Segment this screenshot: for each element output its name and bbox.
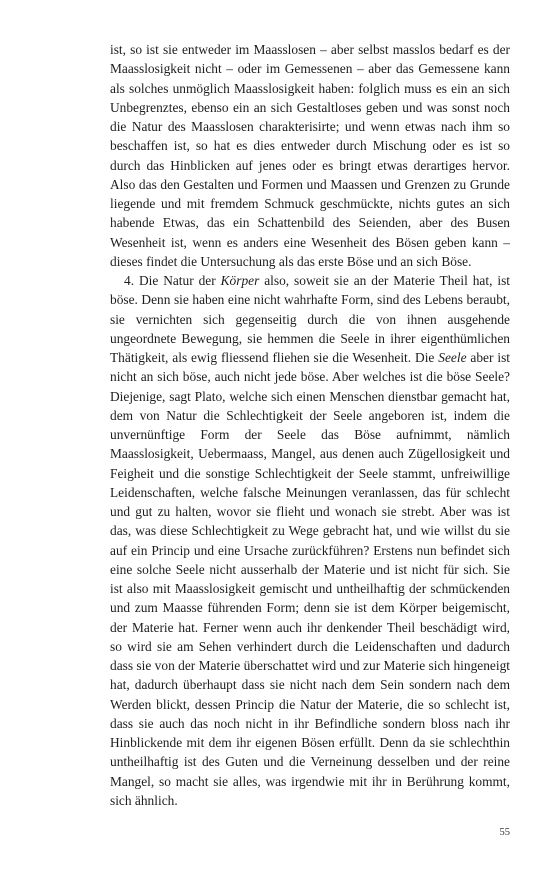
paragraph-continuation (110, 40, 510, 271)
body-text (110, 40, 510, 810)
paragraph-section-4 (110, 271, 510, 810)
text-segment: ist, so ist sie entweder im Maasslosen – aber selbst masslos bedarf es der Maasslosigkeit nicht – oder im Gemessenen – aber das Gemessene kann als solches unmöglich Maasslosigkeit haben: folglich muss es ein an sich Unbegrenztes, ebenso ein an sich Gestaltloses geben und was sonst noch die Natur des Maasslosen charakterisirte; und wenn etwas nach ihm so beschaffen ist, so hat es dies entweder durch Mischung oder es ist so durch das Hinblicken auf jenes oder es bringt etwas derartiges hervor. Also das den Gestalten und Formen und Maassen und Grenzen zu Grunde liegende und mit fremdem Schmuck geschmückte, nichts gutes an sich habende Etwas, das ein Schattenbild des Seienden, aber des Busen Wesenheit ist, wenn es anders eine Wesenheit des Bösen geben kann – dieses findet die Untersuchung als das erste Böse und an sich Böse. (110, 42, 510, 269)
emphasis-koerper: Körper (220, 273, 260, 288)
text-segment: 4. Die Natur der (124, 273, 221, 288)
emphasis-seele: Seele (438, 350, 467, 365)
book-page (110, 40, 510, 840)
text-segment: also, soweit sie an der Materie Theil hat, ist böse. Denn sie haben eine nicht wahrhafte Form, sind des Lebens beraubt, sie vernichten sich gegenseitig durch die von ihnen ausgehende ungeordnete Bewegung, sie hemmen die Seele in ihrer eigenthümlichen Thätigkeit, als ewig fliessend fliehen sie die Wesenheit. Die (110, 273, 510, 365)
text-segment: aber ist nicht an sich böse, auch nicht jede böse. Aber welches ist die böse Seele? Diejenige, sagt Plato, welche sich einen Menschen dienstbar gemacht hat, dem von Natur die Schlechtigkeit der Seele angeboren ist, indem die unvernünftige Form der Seele das Böse aufnimmt, nämlich Maasslosigkeit, Uebermaass, Mangel, aus denen auch Zügellosigkeit und Feigheit und die sonstige Schlechtigkeit der Seele stammt, unfreiwillige Leidenschaften, welche falsche Meinungen veranlassen, das für schlecht und gut zu halten, wovor sie flieht und wonach sie strebt. Aber was ist das, was diese Schlechtigkeit zu Wege gebracht hat, und wie willst du sie auf ein Princip und eine Ursache zurückführen? Erstens nun befindet sich eine solche Seele nicht ausserhalb der Materie und ist nicht für sich. Sie ist also mit Maasslosigkeit gemischt und untheilhaftig der schmückenden und zum Maasse führenden Form; denn sie ist dem Körper beigemischt, der Materie hat. Ferner wenn auch ihr denkender Theil beschädigt wird, so wird sie am Sehen verhindert durch die Leidenschaften und dadurch dass sie von der Materie überschattet wird und zur Materie sich hingeneigt hat, dadurch überhaupt dass sie nicht nach dem Sein sondern nach dem Werden blickt, dessen Princip die Natur der Materie, die so schlecht ist, dass sie auch das noch nicht in ihr Befindliche sondern bloss nach ihr Hinblickende mit dem ihr eigenen Bösen erfüllt. Denn da sie schlechthin untheilhaftig ist des Guten und die Verneinung desselben und der reine Mangel, so macht sie alles, was irgendwie mit ihr in Berührung kommt, sich ähnlich. (110, 350, 511, 808)
page-number: 55 (499, 827, 510, 838)
